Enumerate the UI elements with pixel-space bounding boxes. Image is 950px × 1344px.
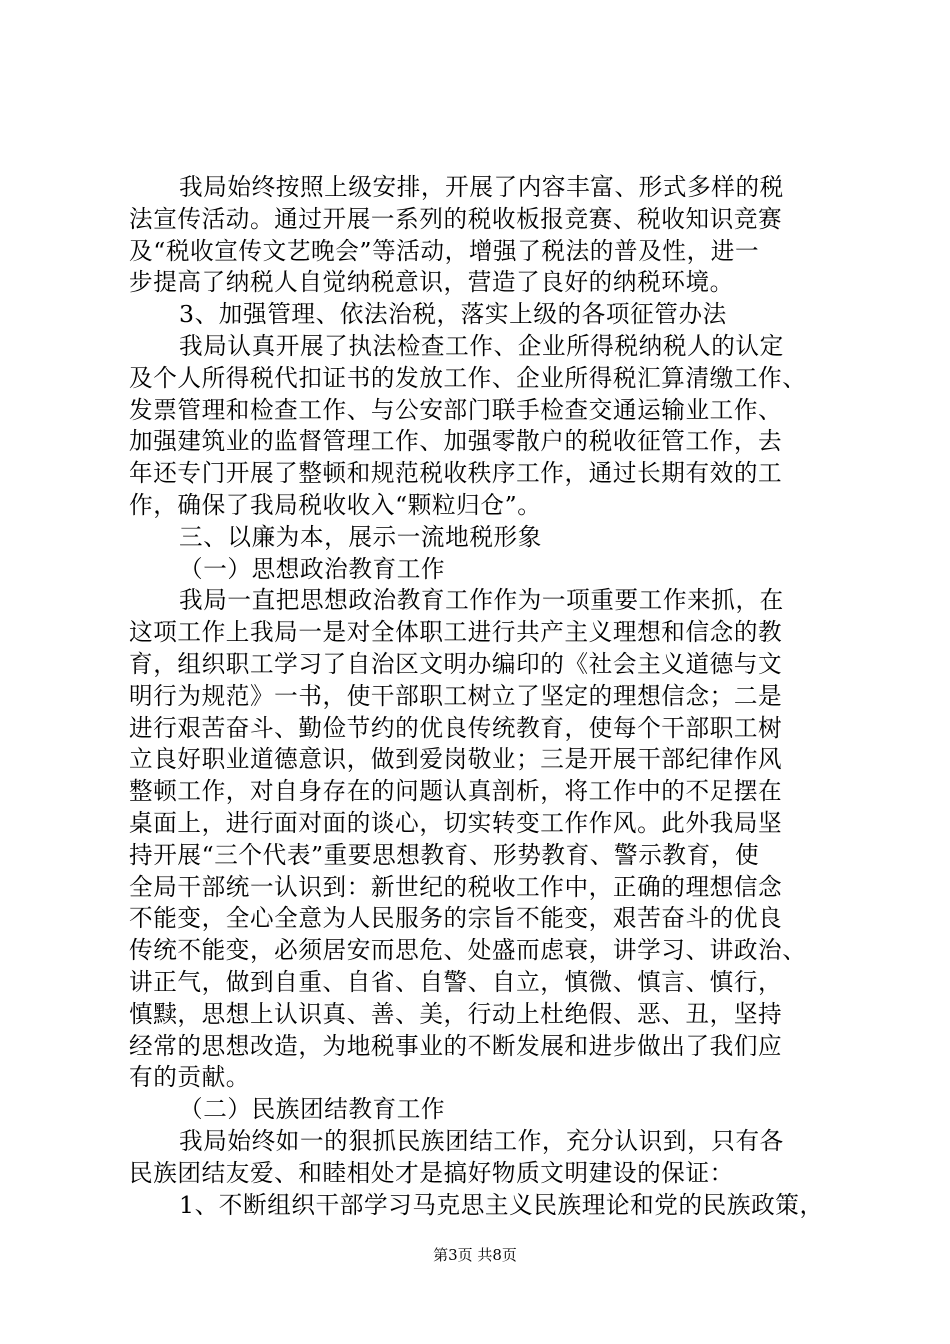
page-footer [0,1245,950,1265]
paragraph-line: 步提高了纳税人自觉纳税意识，营造了良好的纳税环境。 [129,268,734,297]
paragraph-line: 及“税收宣传文艺晚会”等活动，增强了税法的普及性，进一 [129,236,760,265]
paragraph-line: 1、不断组织干部学习马克思主义民族理论和党的民族政策， [179,1190,824,1219]
paragraph-line: 持开展“三个代表”重要思想教育、形势教育、警示教育，使 [129,840,760,869]
paragraph-line: 我局一直把思想政治教育工作作为一项重要工作来抓，在 [179,586,784,615]
paragraph-line: 发票管理和检查工作、与公安部门联手检查交通运输业工作、 [129,395,783,424]
paragraph-line: 我局始终如一的狠抓民族团结工作，充分认识到，只有各 [179,1126,784,1155]
paragraph-line: 我局始终按照上级安排，开展了内容丰富、形式多样的税 [179,173,784,201]
section-heading: 3、加强管理、依法治税，落实上级的各项征管办法 [179,300,727,329]
paragraph-line: 有的贡献。 [129,1063,250,1092]
paragraph-line: 及个人所得税代扣证书的发放工作、企业所得税汇算清缴工作、 [129,363,807,392]
paragraph-line: 育，组织职工学习了自治区文明办编印的《社会主义道德与文 [129,649,783,678]
paragraph-line: 明行为规范》一书，使干部职工树立了坚定的理想信念；二是 [129,681,783,710]
subsection-heading: （一）思想政治教育工作 [179,554,446,583]
page-number-label: 第3页 共8页 [433,1246,517,1264]
section-heading: 三、以廉为本，展示一流地税形象 [179,522,542,551]
paragraph-line: 全局干部统一认识到：新世纪的税收工作中，正确的理想信念 [129,872,783,901]
paragraph-line: 我局认真开展了执法检查工作、企业所得税纳税人的认定 [179,331,784,360]
paragraph-line: 年还专门开展了整顿和规范税收秩序工作，通过长期有效的工 [129,459,783,488]
paragraph-line: 加强建筑业的监督管理工作、加强零散户的税收征管工作，去 [129,427,783,456]
paragraph-line: 法宣传活动。通过开展一系列的税收板报竞赛、税收知识竞赛 [129,204,783,233]
paragraph-line: 桌面上，进行面对面的谈心，切实转变工作作风。此外我局坚 [129,808,783,837]
paragraph-line: 民族团结友爱、和睦相处才是搞好物质文明建设的保证： [129,1158,734,1187]
paragraph-line: 不能变，全心全意为人民服务的宗旨不能变，艰苦奋斗的优良 [129,904,783,933]
paragraph-line: 整顿工作，对自身存在的问题认真剖析，将工作中的不足摆在 [129,777,783,806]
paragraph-line: 立良好职业道德意识，做到爱岗敬业；三是开展干部纪律作风 [129,745,783,774]
paragraph-line: 这项工作上我局一是对全体职工进行共产主义理想和信念的教 [129,618,783,647]
paragraph-line: 传统不能变，必须居安而思危、处盛而虑衰，讲学习、讲政治、 [129,936,807,965]
paragraph-line: 慎黩，思想上认识真、善、美，行动上杜绝假、恶、丑，坚持 [129,999,783,1028]
paragraph-line: 讲正气，做到自重、自省、自警、自立，慎微、慎言、慎行， [129,967,783,996]
paragraph-line: 作，确保了我局税收收入“颗粒归仓”。 [129,490,542,519]
document-body [129,172,839,1221]
paragraph-line: 进行艰苦奋斗、勤俭节约的优良传统教育，使每个干部职工树 [129,713,783,742]
paragraph-line: 经常的思想改造，为地税事业的不断发展和进步做出了我们应 [129,1031,783,1060]
subsection-heading: （二）民族团结教育工作 [179,1095,446,1124]
